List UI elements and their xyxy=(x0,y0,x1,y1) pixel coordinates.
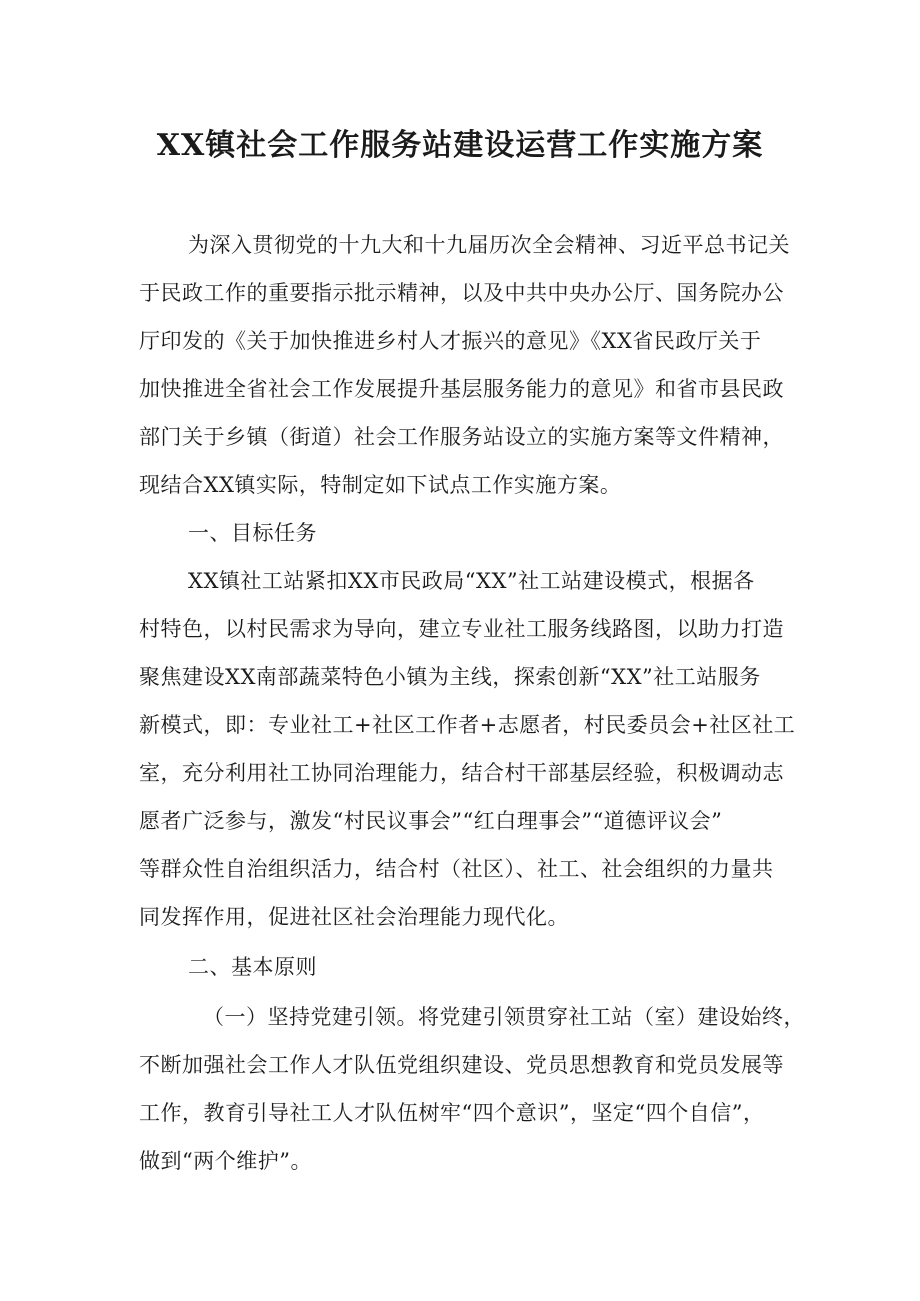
paragraph-line: 为深入贯彻党的十九大和十九届历次全会精神、习近平总书记关 xyxy=(188,233,790,257)
paragraph-line: 新模式，即：专业社工+社区工作者+志愿者，村民委员会+社区社工 xyxy=(139,713,796,737)
paragraph-line: 工作，教育引导社工人才队伍树牢“四个意识”，坚定“四个自信”， xyxy=(139,1101,765,1125)
document-title: XX镇社会工作服务站建设运营工作实施方案 xyxy=(156,128,764,163)
paragraph-line: 等群众性自治组织活力，结合村（社区）、社工、社会组织的力量共 xyxy=(139,857,774,881)
paragraph-line: 加快推进全省社会工作发展提升基层服务能力的意见》和省市县民政 xyxy=(139,377,784,401)
section-heading: 一、目标任务 xyxy=(188,521,317,545)
paragraph-line: （一）坚持党建引领。将党建引领贯穿社工站（室）建设始终， xyxy=(203,1005,805,1029)
section-heading: 二、基本原则 xyxy=(188,955,317,979)
paragraph-line: 于民政工作的重要指示批示精神，以及中共中央办公厅、国务院办公 xyxy=(139,281,784,305)
paragraph-line: 现结合XX镇实际，特制定如下试点工作实施方案。 xyxy=(139,473,622,497)
paragraph-line: 厅印发的《关于加快推进乡村人才振兴的意见》《XX省民政厅关于 xyxy=(139,329,762,353)
paragraph-line: 部门关于乡镇（街道）社会工作服务站设立的实施方案等文件精神， xyxy=(139,425,784,449)
paragraph-line: 同发挥作用，促进社区社会治理能力现代化。 xyxy=(139,905,569,929)
paragraph-line: 不断加强社会工作人才队伍党组织建设、党员思想教育和党员发展等 xyxy=(139,1053,784,1077)
paragraph-line: XX镇社工站紧扣XX市民政局“XX”社工站建设模式，根据各 xyxy=(188,569,755,593)
paragraph-line: 室，充分利用社工协同治理能力，结合村干部基层经验，积极调动志 xyxy=(139,761,784,785)
paragraph-line: 聚焦建设XX南部蔬菜特色小镇为主线，探索创新“XX”社工站服务 xyxy=(139,665,761,689)
paragraph-line: 愿者广泛参与，激发“村民议事会”“红白理事会”“道德评议会” xyxy=(139,809,723,833)
paragraph-line: 做到“两个维护”。 xyxy=(139,1149,312,1173)
paragraph-line: 村特色，以村民需求为导向，建立专业社工服务线路图，以助力打造 xyxy=(139,617,784,641)
